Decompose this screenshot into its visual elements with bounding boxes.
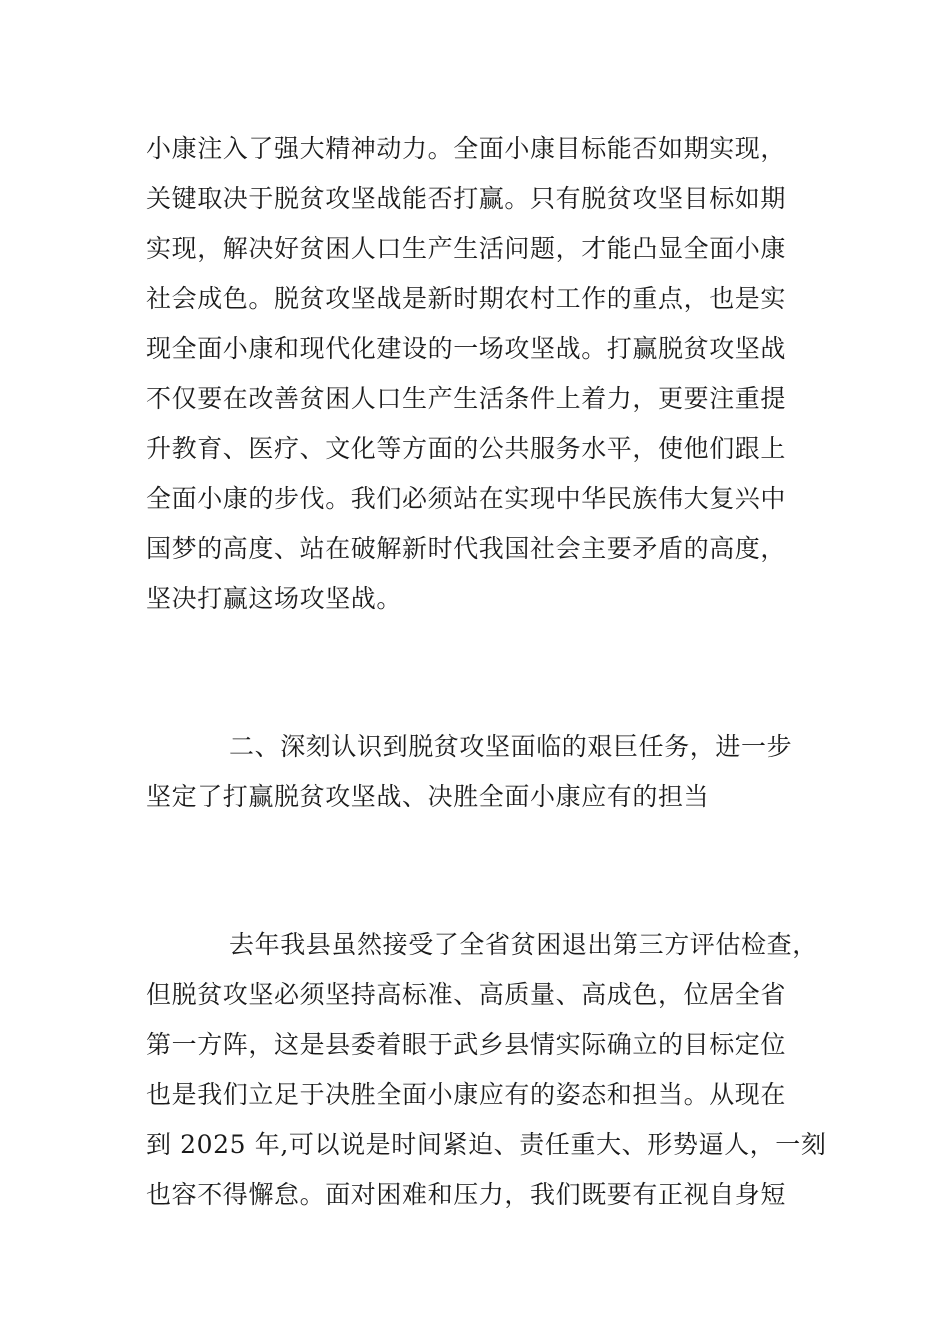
section-heading-line-1: 二、深刻认识到脱贫攻坚面临的艰巨任务，进一步 — [229, 732, 793, 761]
paragraph-2-line-2: 但脱贫攻坚必须坚持高标准、高质量、高成色，位居全省 — [146, 980, 787, 1009]
paragraph-1-line-8: 全面小康的步伐。我们必须站在实现中华民族伟大复兴中 — [146, 484, 787, 513]
paragraph-1-line-7: 升教育、医疗、文化等方面的公共服务水平，使他们跟上 — [146, 434, 787, 463]
paragraph-1-line-10: 坚决打赢这场攻坚战。 — [146, 584, 403, 613]
paragraph-2-line-4: 也是我们立足于决胜全面小康应有的姿态和担当。从现在 — [146, 1080, 787, 1109]
paragraph-1-line-9: 国梦的高度、站在破解新时代我国社会主要矛盾的高度， — [146, 534, 787, 563]
paragraph-2-line-5: 到 2025 年,可以说是时间紧迫、责任重大、形势逼人，一刻 — [146, 1130, 827, 1159]
section-heading-line-2: 坚定了打赢脱贫攻坚战、决胜全面小康应有的担当 — [146, 782, 710, 811]
paragraph-2-line-3: 第一方阵，这是县委着眼于武乡县情实际确立的目标定位 — [146, 1030, 787, 1059]
paragraph-2-line-6: 也容不得懈怠。面对困难和压力，我们既要有正视自身短 — [146, 1180, 787, 1209]
paragraph-2-line-1: 去年我县虽然接受了全省贫困退出第三方评估检查， — [229, 930, 818, 959]
paragraph-1-line-5: 现全面小康和现代化建设的一场攻坚战。打赢脱贫攻坚战 — [146, 334, 787, 363]
paragraph-1-line-6: 不仅要在改善贫困人口生产生活条件上着力，更要注重提 — [146, 384, 787, 413]
paragraph-1-line-3: 实现，解决好贫困人口生产生活问题，才能凸显全面小康 — [146, 234, 787, 263]
paragraph-1-line-4: 社会成色。脱贫攻坚战是新时期农村工作的重点，也是实 — [146, 284, 787, 313]
paragraph-1-line-1: 小康注入了强大精神动力。全面小康目标能否如期实现， — [146, 134, 787, 163]
paragraph-1-line-2: 关键取决于脱贫攻坚战能否打赢。只有脱贫攻坚目标如期 — [146, 184, 787, 213]
